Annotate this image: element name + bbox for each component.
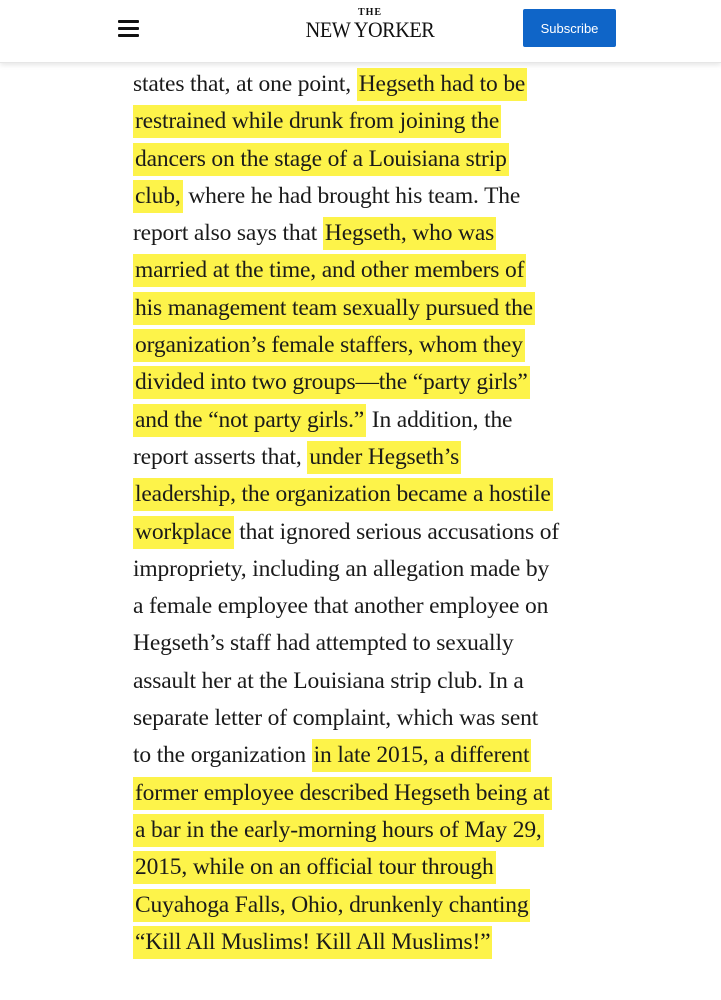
article-line	[133, 290, 633, 327]
article-line	[133, 364, 633, 401]
body-text: a female employee that another employee on	[133, 593, 549, 620]
highlighted-text: former employee described Hegseth being at	[133, 777, 552, 810]
body-text: assault her at the Louisiana strip club. In a	[133, 667, 524, 694]
body-text: report asserts that,	[133, 443, 308, 470]
logo-the-text: THE	[357, 7, 383, 18]
body-text: In addition, the	[366, 406, 513, 433]
article-line	[133, 924, 633, 961]
article-line	[133, 849, 633, 886]
highlighted-text: Hegseth had to be	[357, 68, 527, 101]
new-yorker-logo[interactable]	[290, 7, 450, 47]
highlighted-text: club,	[133, 180, 183, 213]
article-line	[133, 66, 633, 103]
article-line	[133, 700, 633, 737]
article-line	[133, 812, 633, 849]
highlighted-text: Hegseth, who was	[323, 217, 496, 250]
hamburger-menu-icon[interactable]	[118, 18, 140, 38]
highlighted-text: dancers on the stage of a Louisiana strip	[133, 143, 509, 176]
article-line	[133, 551, 633, 588]
highlighted-text: in late 2015, a different	[312, 739, 532, 772]
article-line	[133, 887, 633, 924]
highlighted-text: under Hegseth’s	[307, 441, 461, 474]
highlighted-text: and the “not party girls.”	[133, 404, 366, 437]
highlighted-text: married at the time, and other members of	[133, 254, 526, 287]
highlighted-text: Cuyahoga Falls, Ohio, drunkenly chanting	[133, 889, 530, 922]
article-line	[133, 663, 633, 700]
article-line	[133, 476, 633, 513]
body-text: impropriety, including an allegation made by	[133, 555, 550, 582]
logo-name-text: NEW YORKER	[305, 17, 435, 42]
top-nav-bar	[0, 0, 721, 63]
highlighted-text: a bar in the early-morning hours of May 29,	[133, 814, 544, 847]
highlighted-text: divided into two groups—the “party girls”	[133, 366, 530, 399]
article-line	[133, 737, 633, 774]
article-line	[133, 178, 633, 215]
article-line	[133, 402, 633, 439]
article-line	[133, 588, 633, 625]
article-line	[133, 252, 633, 289]
highlighted-text: “Kill All Muslims! Kill All Muslims!”	[133, 926, 492, 959]
highlighted-text: restrained while drunk from joining the	[133, 105, 501, 138]
article-line	[133, 775, 633, 812]
highlighted-text: his management team sexually pursued the	[133, 292, 535, 325]
highlighted-text: 2015, while on an official tour through	[133, 851, 496, 884]
highlighted-text: organization’s female staffers, whom they	[133, 329, 525, 362]
body-text: to the organization	[133, 742, 312, 769]
article-line	[133, 103, 633, 140]
body-text: report also says that	[133, 220, 323, 247]
article-line	[133, 625, 633, 662]
article-line	[133, 215, 633, 252]
subscribe-button[interactable]: Subscribe	[523, 9, 616, 47]
article-body	[133, 66, 633, 961]
body-text: states that, at one point,	[133, 71, 357, 97]
article-line	[133, 141, 633, 178]
article-line	[133, 514, 633, 551]
article-line	[133, 439, 633, 476]
body-text: where he had brought his team. The	[182, 182, 521, 209]
body-text: Hegseth’s staff had attempted to sexually	[133, 630, 514, 657]
highlighted-text: workplace	[133, 516, 234, 549]
body-text: that ignored serious accusations of	[233, 518, 560, 545]
article-line	[133, 327, 633, 364]
body-text: separate letter of complaint, which was sent	[133, 705, 539, 732]
highlighted-text: leadership, the organization became a hostile	[133, 478, 553, 511]
